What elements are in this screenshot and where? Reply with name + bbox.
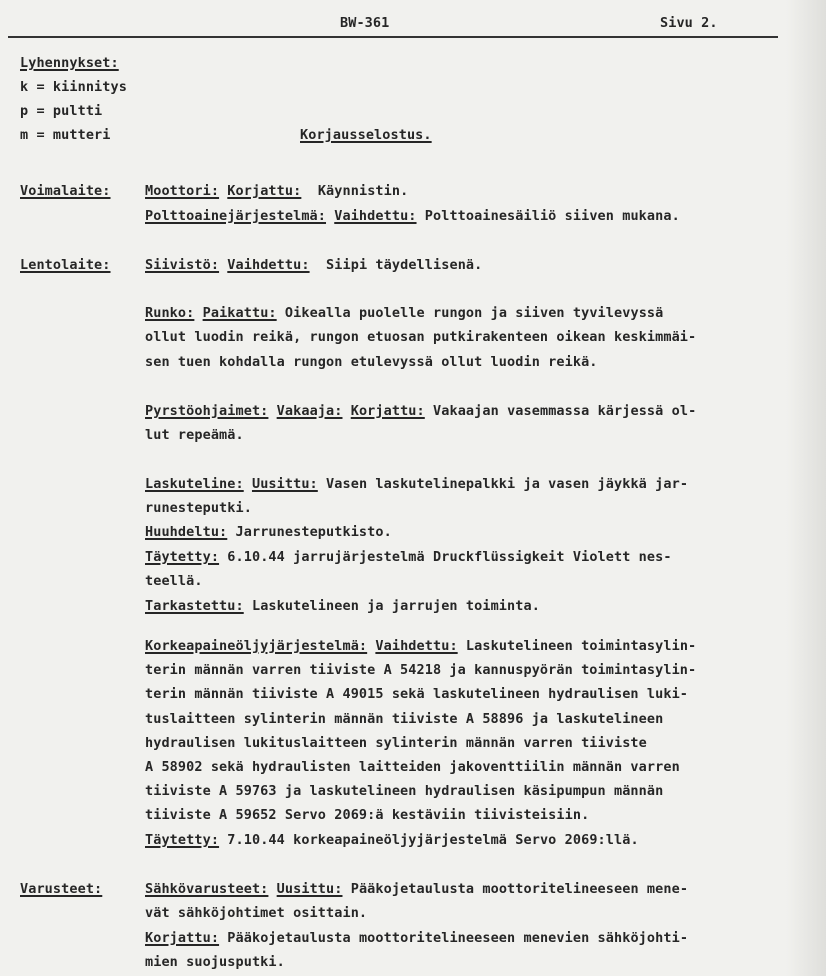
siivisto-line [145,256,482,274]
abbreviation-item: p = pultti [20,103,103,119]
lasku-line-2: runesteputki. [145,500,252,516]
korkea-line-1 [145,637,696,655]
sahko-uusittu-label: Uusittu: [276,881,343,897]
runko-label: Runko: [145,305,195,321]
abbreviation-item: m = mutteri [20,127,111,143]
korkea-line-3: terin männän tiiviste A 49015 sekä laskutelineen hydraulisen luki- [145,686,689,702]
sahko-text: Pääkojetaulusta moottoritelineeseen mene- [350,881,689,897]
korjattu-label: Korjattu: [227,183,302,199]
varusteet-korjattu-line-1 [145,929,688,947]
runko-text: Oikealla puolelle rungon ja siiven tyvilevyssä [284,305,664,321]
lasku-line-1 [145,475,688,493]
korkea-taytetty-label: Täytetty: [145,832,220,848]
document-id: BW-361 [340,15,390,31]
runko-line-1 [145,304,663,322]
korkea-vaihdettu-label: Vaihdettu: [375,638,458,654]
korkea-text: Laskutelineen toimintasylin- [465,638,697,654]
huuhdeltu-text: Jarrunesteputkisto. [235,524,392,540]
taytetty-line-1 [145,548,672,566]
header-rule [8,36,778,38]
voimalaite-line-1 [145,182,408,200]
section-label-varusteet: Varusteet: [20,881,103,897]
korkeapaine-label: Korkeapaineöljyjärjestelmä: [145,638,368,654]
siivisto-text: Siipi täydellisenä. [326,257,483,273]
huuhdeltu-label: Huuhdeltu: [145,524,228,540]
korkea-line-5: hydraulisen lukituslaitteen sylinterin männän varren tiiviste [145,735,647,751]
korkea-line-6: A 58902 sekä hydraulisten laitteiden jakoventtiilin männän varren [145,759,680,775]
lasku-text: Vasen laskutelinepalkki ja vasen jäykkä jar- [326,476,689,492]
tarkastettu-text: Laskutelineen ja jarrujen toiminta. [251,598,540,614]
voimalaite-line-2 [145,207,680,225]
scan-edge-shadow [786,0,826,976]
section-label-lentolaite: Lentolaite: [20,257,111,273]
document-title: Korjausselostus. [300,127,432,143]
siivisto-label: Siivistö: [145,257,220,273]
moottori-text: Käynnistin. [317,183,409,199]
korkea-line-8: tiiviste A 59652 Servo 2069:ä kestäviin tiivisteisiin. [145,807,590,823]
abbreviations-heading: Lyhennykset: [20,55,119,71]
section-label-voimalaite: Voimalaite: [20,183,111,199]
runko-line-3: sen tuen kohdalla rungon etulevyssä ollut luodin reikä. [145,354,598,370]
taytetty-text: 6.10.44 jarrujärjestelmä Druckflüssigkeit Violett nes- [227,549,672,565]
varusteet-korjattu-text: Pääkojetaulusta moottoritelineeseen menevien sähköjohti- [227,930,689,946]
taytetty-line-2: teellä. [145,573,203,589]
varusteet-korjattu-line-2: mien suojusputki. [145,954,285,970]
pyrsto-line-2: lut repeämä. [145,427,244,443]
pyrsto-korjattu-label: Korjattu: [350,403,425,419]
korkea-taytetty-text: 7.10.44 korkeapaineöljyjärjestelmä Servo 2069:llä. [227,832,639,848]
huuhdeltu-line [145,523,392,541]
varusteet-korjattu-label: Korjattu: [145,930,220,946]
korkea-line-2: terin männän varren tiiviste A 54218 ja kannuspyörän toimintasylin- [145,662,697,678]
sahkovarusteet-label: Sähkövarusteet: [145,881,269,897]
taytetty-label: Täytetty: [145,549,220,565]
pyrsto-line-1 [145,402,696,420]
tarkastettu-label: Tarkastettu: [145,598,244,614]
abbreviation-item: k = kiinnitys [20,79,127,95]
korkea-line-4: tuslaitteen sylinterin männän tiiviste A 58896 ja laskutelineen [145,711,664,727]
lasku-uusittu-label: Uusittu: [251,476,318,492]
siivisto-vaihdettu-label: Vaihdettu: [227,257,310,273]
polttoaine-label: Polttoainejärjestelmä: [145,208,327,224]
runko-line-2: ollut luodin reikä, rungon etuosan putkirakenteen oikean keskimmäi- [145,329,697,345]
vakaaja-label: Vakaaja: [276,403,343,419]
korkea-line-7: tiiviste A 59763 ja laskutelineen hydraulisen käsipumpun männän [145,783,664,799]
laskuteline-label: Laskuteline: [145,476,244,492]
runko-paikattu-label: Paikattu: [202,305,277,321]
moottori-label: Moottori: [145,183,220,199]
sahko-line-1 [145,880,688,898]
polttoaine-text: Polttoainesäiliö siiven mukana. [424,208,680,224]
korkea-taytetty-line [145,831,639,849]
vaihdettu-label: Vaihdettu: [334,208,417,224]
pyrsto-text: Vakaajan vasemmassa kärjessä ol- [433,403,697,419]
tarkastettu-line [145,597,540,615]
sahko-line-2: vät sähköjohtimet osittain. [145,905,368,921]
page-number: Sivu 2. [660,15,718,31]
pyrsto-label: Pyrstöohjaimet: [145,403,269,419]
